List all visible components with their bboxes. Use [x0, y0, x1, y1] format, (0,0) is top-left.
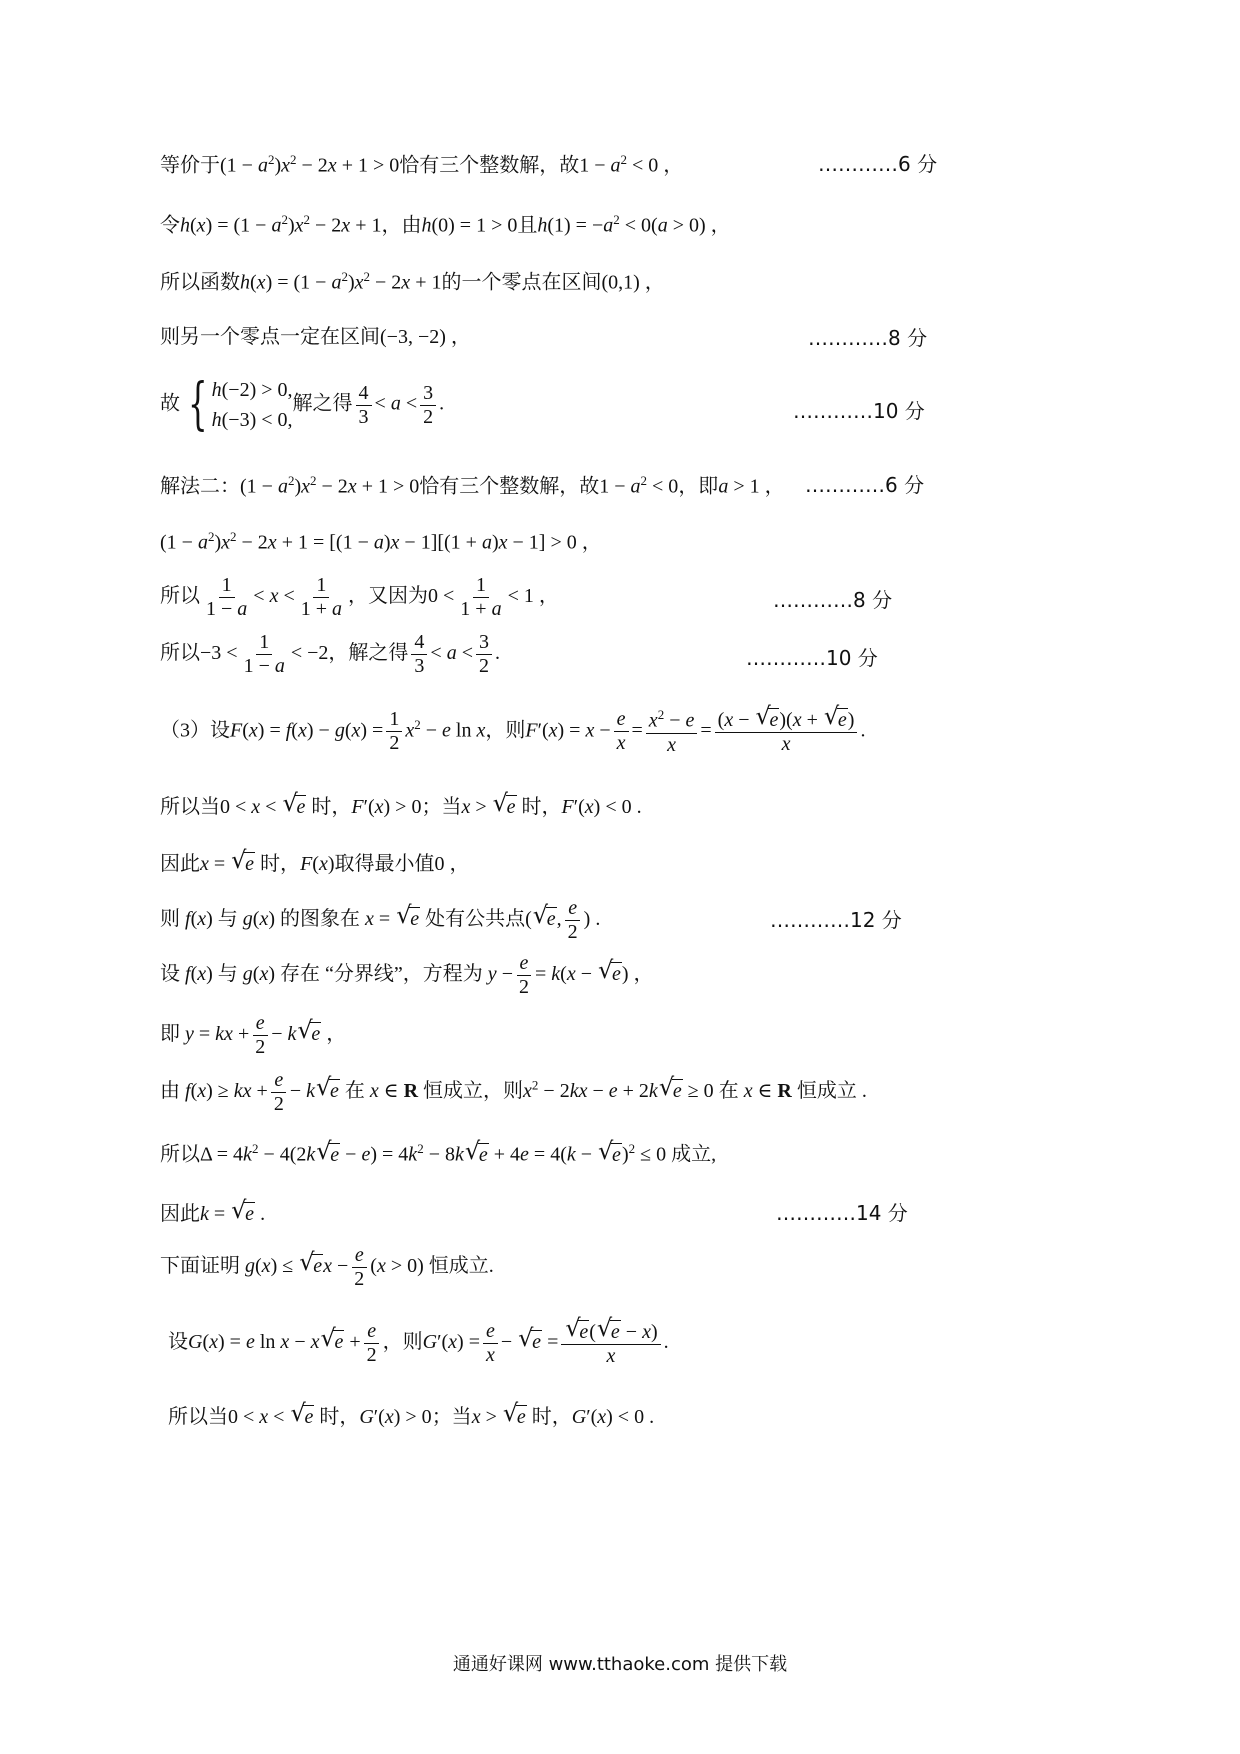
page-footer: 通通好课网 www.tthaoke.com 提供下载: [452, 1654, 788, 1675]
line-17: 所以$\Delta = 4k^2 - 4(2k√$ $e - e) = 4k^2 - 8k√$ e + 4e = 4(k − √ e)$^2$ ≤ 0 成立,: [160, 1142, 716, 1166]
line-8: 所以 $\frac{1}{1 - a}$ < x < $\frac{1}{1 + a}$ ，又因为0 < $\frac{1}{1 + a}$ < 1 ，: [160, 574, 559, 620]
line-11: 所以当0 < x < √ e 时，F′(x) > 0；当x > √ e 时，F′(x) < 0 .: [160, 795, 642, 818]
line-3: 所以函数$h(x) = (1 - a^2)x^2 - 2x + 1$的一个零点在区间(0,1) ，: [160, 269, 665, 294]
line-9: 所以−3 < $\frac{1}{1 - a}$ < −2，解之得 $\frac{4}{3}$ < a < $\frac{3}{2}$ .: [160, 631, 500, 677]
score-mark-6: …………6 分: [818, 152, 938, 176]
line-19: 下面证明 g(x) ≤ √ ex − $\frac{e}{2}$ (x > 0) 恒成立.: [160, 1245, 494, 1290]
line-7: $(1 - a^2)x^2 - 2x + 1 = [(1 - a)x - 1][(1 + a)x - 1] > 0$ ，: [160, 529, 602, 554]
score-mark-8: …………8 分: [808, 326, 928, 350]
line-2: 令$h(x) = (1 - a^2)x^2 - 2x + 1$，由h(0) = 1 > 0且$h(1) = -a^2 < 0(a > 0)$ ，: [160, 212, 731, 237]
score-mark-12: …………12 分: [770, 908, 902, 932]
score-mark-14: …………14 分: [776, 1201, 908, 1225]
line-12: 因此x = √ e 时，F(x)取得最小值0 ，: [160, 852, 470, 875]
line-16: 由 f(x) ≥ kx + $\frac{e}{2}$ − k√ e 在 x ∈ R 恒成立，则$x^2 - 2kx - e + 2k√$ e ≥ 0 在 x ∈ R 恒成立 .: [160, 1070, 867, 1115]
line-13: 则 f(x) 与 g(x) 的图象在 x = √ e 处有公共点(√ e, $\frac{e}{2}$ ) .: [160, 898, 600, 943]
line-20: 设G(x) = e ln x − x√ e + $\frac{e}{2}$ ，则G′(x) = $\frac{e}{x}$ − √ e = √ $\frac{e(√ e - x)}{x}$ .: [168, 1320, 669, 1367]
line-14: 设 f(x) 与 g(x) 存在 “分界线”，方程为 y − $\frac{e}{2}$ = k(x − √ e) ，: [160, 953, 654, 998]
score-mark-6b: …………6 分: [805, 473, 925, 497]
score-mark-10: …………10 分: [793, 399, 925, 423]
line-15: 即 y = kx + $\frac{e}{2}$ − k√ e ，: [160, 1013, 346, 1058]
line-10: （3）设F(x) = f(x) − g(x) = $\frac{1}{2}$ $x^2 - e$ ln x，则F′(x) = x − $\frac{e}{x}$ = $\frac{x^2 - e}{x}$ = $\frac{(x - √ e)(x + √ e)}{x}$ .: [160, 708, 865, 756]
line-21: 所以当0 < x < √ e 时，G′(x) > 0；当x > √ e 时，G′(x) < 0 .: [168, 1405, 654, 1428]
line-18: 因此k = √ e .: [160, 1202, 265, 1225]
line-6: 解法二：$(1 - a^2)x^2 - 2x + 1 > 0$恰有三个整数解，故$1 - a^2 < 0$，即a > 1 ，: [160, 473, 785, 498]
line-1: 等价于$(1 - a^2)x^2 - 2x + 1 > 0$恰有三个整数解，故$1 - a^2 < 0$ ，: [160, 152, 684, 177]
score-mark-8b: …………8 分: [773, 588, 893, 612]
score-mark-10b: …………10 分: [746, 646, 878, 670]
line-4: 则另一个零点一定在区间(−3, −2) ，: [160, 326, 471, 348]
line-5-system: 故 { h(−2) > 0, h(−3) < 0, 解之得 $\frac{4}{3}$ < a < $\frac{3}{2}$ .: [160, 372, 445, 437]
